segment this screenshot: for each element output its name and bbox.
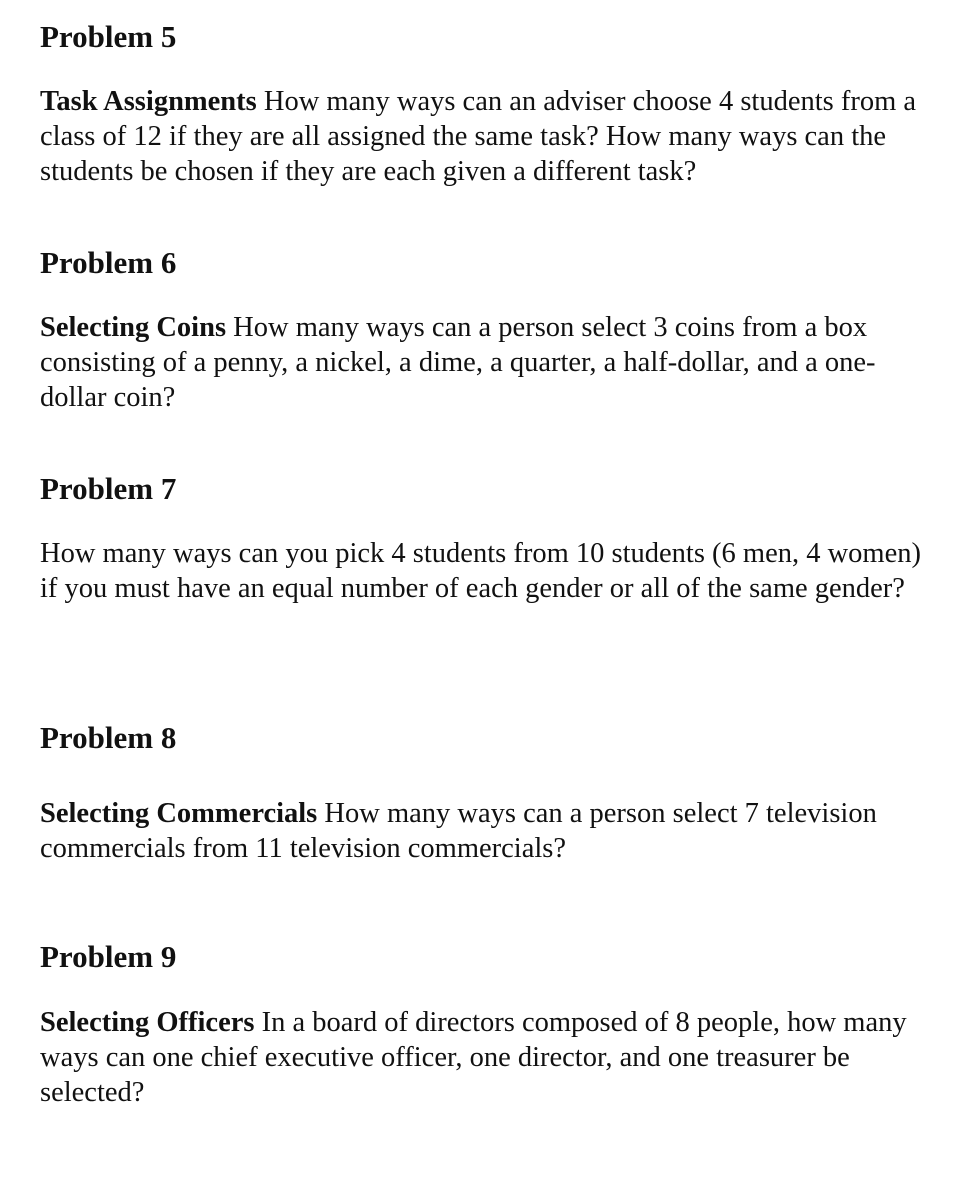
problem-8 (40, 720, 940, 864)
problem-lead: Selecting Coins (40, 312, 227, 343)
problem-body: How many ways can you pick 4 students from 10 students (6 men, 4 women) if you must have an equal number of each gender or all of the same gender? (40, 538, 921, 604)
problem-5 (40, 19, 940, 187)
problem-body: How many ways can an adviser choose 4 students from a class of 12 if they are all assigned the same task? How many ways can the students be chosen if they are each given a different task? (40, 86, 917, 187)
problem-text (40, 1005, 940, 1110)
problem-title: Problem 8 (40, 720, 177, 755)
problem-title: Problem 6 (40, 245, 177, 280)
problem-text (40, 84, 940, 189)
problem-body: In a board of directors composed of 8 people, how many ways can one chief executive officer, one director, and one treasurer be selected? (40, 1007, 907, 1108)
problem-body: How many ways can a person select 7 television commercials from 11 television commercials? (40, 798, 877, 864)
problem-body: How many ways can a person select 3 coins from a box consisting of a penny, a nickel, a dime, a quarter, a half-dollar, and a one-dollar coin? (40, 312, 876, 413)
problem-9 (40, 939, 940, 1108)
problem-title: Problem 9 (40, 939, 177, 974)
problem-lead: Selecting Commercials (40, 798, 318, 829)
problem-text (40, 536, 940, 606)
problem-title: Problem 5 (40, 19, 177, 54)
problem-text (40, 310, 940, 415)
problem-6 (40, 245, 940, 413)
problem-lead: Selecting Officers (40, 1007, 255, 1038)
problem-title: Problem 7 (40, 471, 177, 506)
problem-lead: Task Assignments (40, 86, 257, 117)
problem-text (40, 796, 940, 866)
problem-7 (40, 471, 940, 604)
